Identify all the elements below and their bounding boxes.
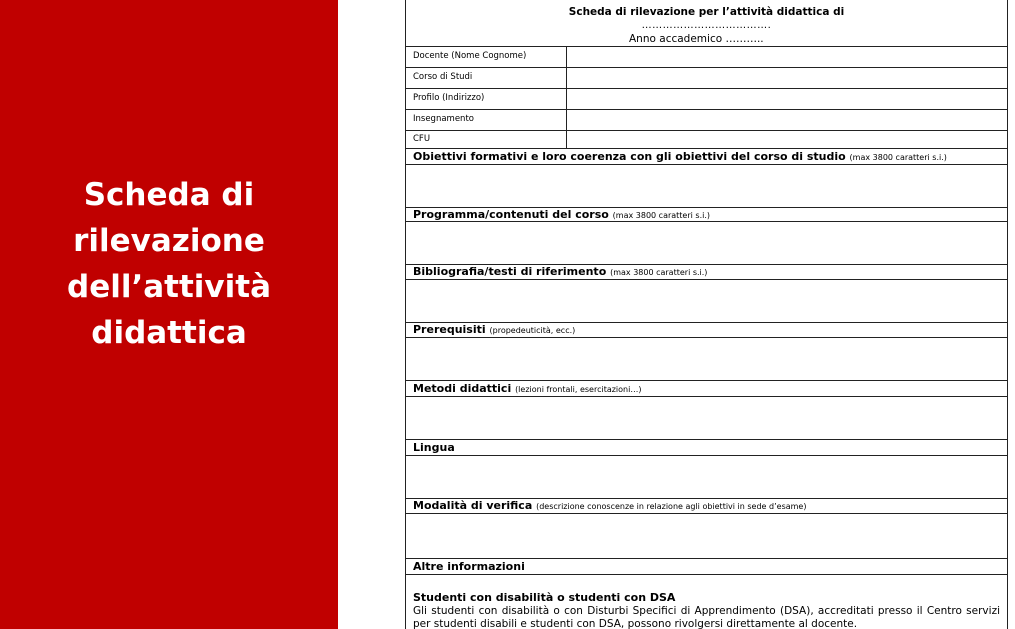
form-title-placeholder: ………………………………. bbox=[641, 20, 772, 31]
slide-title-line: Scheda di bbox=[83, 177, 255, 213]
section-note: (propedeuticità, ecc.) bbox=[489, 326, 576, 335]
slide-title bbox=[0, 172, 338, 356]
field-row-corso bbox=[406, 68, 1007, 89]
form-document bbox=[405, 0, 1008, 629]
section-body bbox=[406, 397, 1007, 440]
slide-title-line: didattica bbox=[91, 315, 247, 351]
section-title: Lingua bbox=[413, 441, 455, 454]
section-heading-verifica bbox=[406, 499, 1007, 514]
section-title: Bibliografia/testi di riferimento bbox=[413, 265, 607, 278]
section-body bbox=[406, 338, 1007, 381]
section-heading-altre bbox=[406, 559, 1007, 575]
field-label: Corso di Studi bbox=[406, 68, 567, 88]
section-heading-obiettivi bbox=[406, 149, 1007, 165]
field-label: Profilo (Indirizzo) bbox=[406, 89, 567, 109]
field-row-insegnamento bbox=[406, 110, 1007, 131]
field-label: Docente (Nome Cognome) bbox=[406, 47, 567, 67]
field-label: Insegnamento bbox=[406, 110, 567, 130]
section-heading-lingua bbox=[406, 440, 1007, 456]
section-body bbox=[406, 280, 1007, 323]
field-label: CFU bbox=[406, 131, 567, 148]
dsa-text: Gli studenti con disabilità o con Disturbi Specifici di Apprendimento (DSA), accreditati presso il Centro servizi per studenti disabili e studenti con DSA, possono rivolgersi direttamente al docente. bbox=[413, 605, 1000, 629]
field-value bbox=[567, 89, 1007, 109]
dsa-title: Studenti con disabilità o studenti con DSA bbox=[413, 591, 676, 604]
section-body bbox=[406, 222, 1007, 265]
section-heading-metodi bbox=[406, 381, 1007, 397]
dsa-section bbox=[406, 575, 1007, 629]
section-title: Altre informazioni bbox=[413, 560, 525, 573]
section-body bbox=[406, 514, 1007, 559]
section-note: (lezioni frontali, esercitazioni…) bbox=[515, 385, 642, 394]
field-value bbox=[567, 110, 1007, 130]
field-value bbox=[567, 68, 1007, 88]
section-note: (max 3800 caratteri s.i.) bbox=[610, 268, 708, 277]
form-header bbox=[406, 0, 1007, 47]
section-title: Obiettivi formativi e loro coerenza con gli obiettivi del corso di studio bbox=[413, 150, 846, 163]
form-title: Scheda di rilevazione per l’attività didattica di bbox=[568, 6, 845, 18]
section-note: (max 3800 caratteri s.i.) bbox=[849, 153, 947, 162]
section-body bbox=[406, 456, 1007, 499]
section-title: Modalità di verifica bbox=[413, 499, 533, 512]
field-row-profilo bbox=[406, 89, 1007, 110]
section-title: Programma/contenuti del corso bbox=[413, 208, 609, 221]
field-row-docente bbox=[406, 47, 1007, 68]
field-value bbox=[567, 131, 1007, 148]
field-row-cfu bbox=[406, 131, 1007, 149]
section-note: (max 3800 caratteri s.i.) bbox=[612, 211, 711, 220]
title-panel bbox=[0, 0, 338, 629]
section-title: Metodi didattici bbox=[413, 382, 512, 395]
section-note: (descrizione conoscenze in relazione agli obiettivi in sede d’esame) bbox=[536, 502, 807, 511]
section-heading-bibliografia bbox=[406, 265, 1007, 280]
field-value bbox=[567, 47, 1007, 67]
section-title: Prerequisiti bbox=[413, 323, 486, 336]
academic-year: Anno accademico ……….. bbox=[629, 33, 764, 45]
slide-title-line: dell’attività bbox=[67, 269, 271, 305]
section-heading-programma bbox=[406, 208, 1007, 222]
section-heading-prerequisiti bbox=[406, 323, 1007, 338]
section-body bbox=[406, 165, 1007, 208]
slide-title-line: rilevazione bbox=[73, 223, 265, 259]
